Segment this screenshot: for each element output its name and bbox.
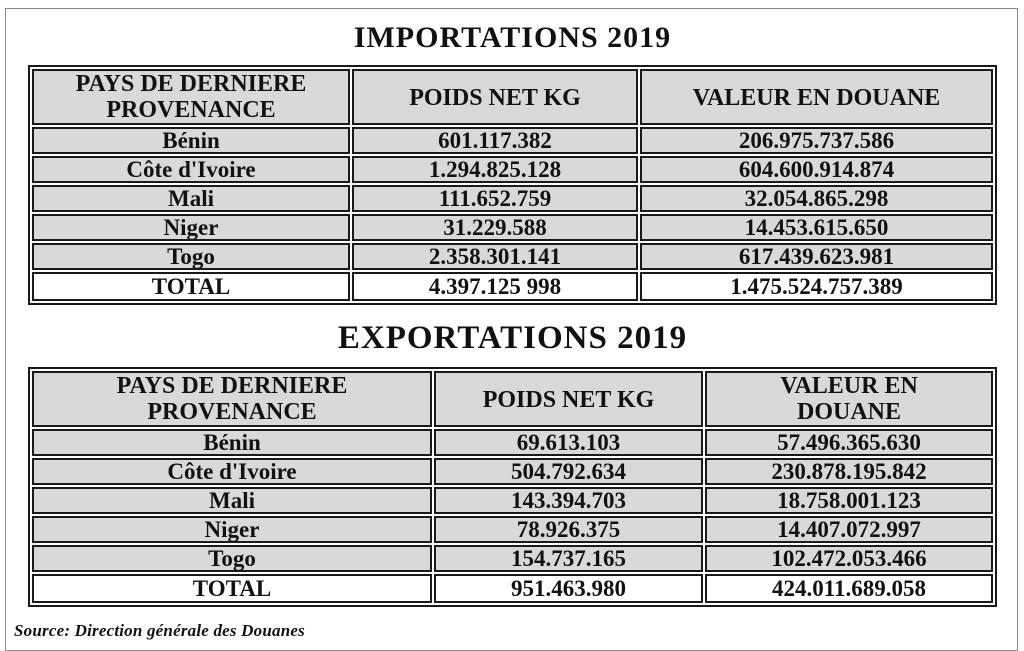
table-row — [32, 156, 993, 183]
column-header-country-label: PAYS DE DERNIERE PROVENANCE — [75, 71, 307, 123]
exportations-table — [28, 367, 997, 607]
country-cell: Bénin — [32, 429, 432, 456]
source-note: Source: Direction générale des Douanes — [14, 621, 305, 640]
country-cell: Niger — [32, 214, 350, 241]
weight-cell: 504.792.634 — [434, 458, 703, 485]
page-content — [14, 8, 997, 641]
total-weight-cell: 4.397.125 998 — [352, 272, 638, 301]
value-cell: 14.407.072.997 — [705, 516, 993, 543]
column-header-value — [640, 69, 993, 125]
country-cell: Togo — [32, 545, 432, 572]
column-header-country — [32, 371, 432, 427]
weight-cell: 111.652.759 — [352, 185, 638, 212]
column-header-value-label: VALEUR EN DOUANE — [780, 373, 918, 425]
value-cell: 206.975.737.586 — [640, 127, 993, 154]
value-cell: 604.600.914.874 — [640, 156, 993, 183]
importations-title: IMPORTATIONS 2019 — [353, 21, 672, 54]
country-cell: Niger — [32, 516, 432, 543]
weight-cell: 1.294.825.128 — [352, 156, 638, 183]
total-value-cell: 424.011.689.058 — [705, 574, 993, 603]
total-value-cell: 1.475.524.757.389 — [640, 272, 993, 301]
column-header-weight — [434, 371, 703, 427]
importations-total-row — [32, 272, 993, 301]
column-header-weight — [352, 69, 638, 125]
country-cell: Togo — [32, 243, 350, 270]
total-label-cell: TOTAL — [32, 574, 432, 603]
country-cell: Mali — [32, 487, 432, 514]
weight-cell: 78.926.375 — [434, 516, 703, 543]
country-cell: Mali — [32, 185, 350, 212]
table-row — [32, 185, 993, 212]
weight-cell: 69.613.103 — [434, 429, 703, 456]
country-cell: Côte d'Ivoire — [32, 156, 350, 183]
table-row — [32, 545, 993, 572]
value-cell: 57.496.365.630 — [705, 429, 993, 456]
table-row — [32, 243, 993, 270]
table-row — [32, 429, 993, 456]
country-cell: Bénin — [32, 127, 350, 154]
weight-cell: 31.229.588 — [352, 214, 638, 241]
column-header-weight-label: POIDS NET KG — [409, 84, 581, 111]
country-cell: Côte d'Ivoire — [32, 458, 432, 485]
value-cell: 14.453.615.650 — [640, 214, 993, 241]
column-header-country-label: PAYS DE DERNIERE PROVENANCE — [116, 373, 348, 425]
column-header-weight-label: POIDS NET KG — [482, 386, 655, 413]
exportations-header-row — [32, 371, 993, 427]
table-row — [32, 214, 993, 241]
total-label-cell: TOTAL — [32, 272, 350, 301]
exportations-title: EXPORTATIONS 2019 — [337, 320, 688, 356]
weight-cell: 154.737.165 — [434, 545, 703, 572]
column-header-country — [32, 69, 350, 125]
column-header-value-label: VALEUR EN DOUANE — [692, 84, 941, 111]
weight-cell: 601.117.382 — [352, 127, 638, 154]
value-cell: 230.878.195.842 — [705, 458, 993, 485]
importations-table — [28, 65, 997, 305]
value-cell: 617.439.623.981 — [640, 243, 993, 270]
table-row — [32, 127, 993, 154]
table-row — [32, 516, 993, 543]
value-cell: 102.472.053.466 — [705, 545, 993, 572]
weight-cell: 143.394.703 — [434, 487, 703, 514]
importations-header-row — [32, 69, 993, 125]
value-cell: 18.758.001.123 — [705, 487, 993, 514]
table-row — [32, 487, 993, 514]
weight-cell: 2.358.301.141 — [352, 243, 638, 270]
table-row — [32, 458, 993, 485]
total-weight-cell: 951.463.980 — [434, 574, 703, 603]
exportations-total-row — [32, 574, 993, 603]
column-header-value — [705, 371, 993, 427]
value-cell: 32.054.865.298 — [640, 185, 993, 212]
